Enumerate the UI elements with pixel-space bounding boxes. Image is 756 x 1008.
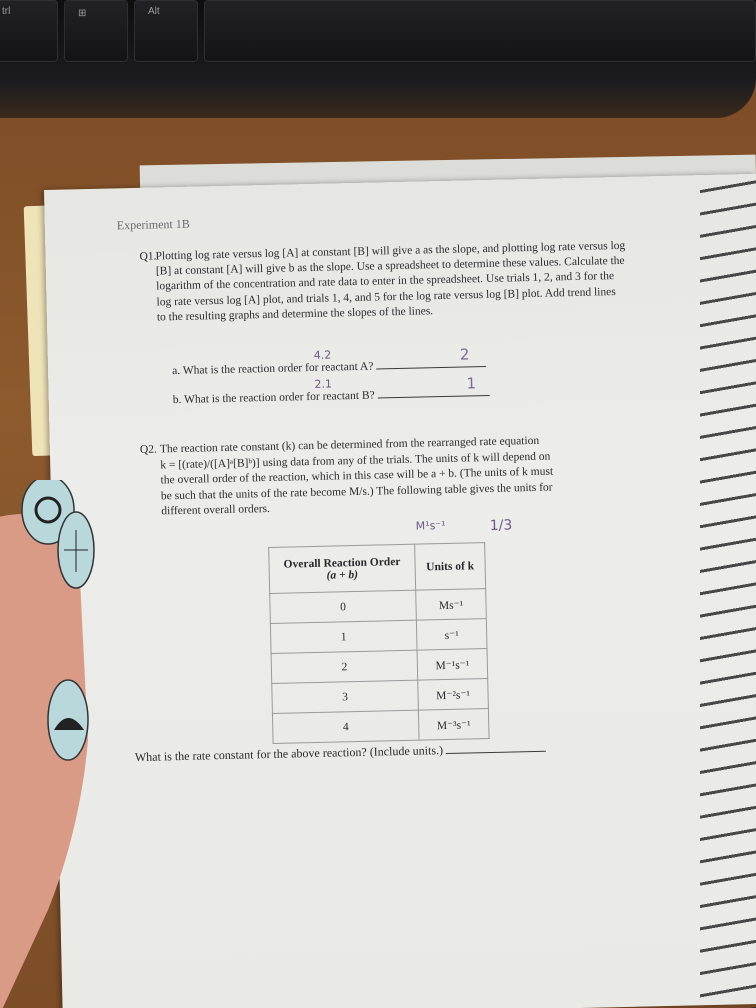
key-space: [204, 0, 756, 62]
table-header-order-sub: (a + b): [326, 568, 359, 582]
hand-with-painted-nails: [0, 480, 98, 1008]
table-cell-order: 0: [270, 590, 417, 623]
handwritten-note-b: 2.1: [314, 377, 333, 391]
table-row: [272, 679, 489, 714]
question-2: [139, 432, 642, 521]
final-question: [135, 741, 546, 765]
key-ctrl-label: trl: [2, 6, 11, 17]
spiral-binding: [700, 180, 756, 1008]
final-question-text: What is the rate constant for the above reaction? (Include units.): [134, 743, 444, 765]
windows-icon: ⊞: [78, 8, 87, 19]
table-cell-units: M⁻¹s⁻¹: [417, 649, 488, 681]
table-header-units: Units of k: [415, 543, 486, 591]
question-2-line-2: k = [(rate)/([A]ᵃ[B]ᵇ)] using data from any of the trials. The units of k will depend on: [160, 450, 551, 472]
table-cell-units: s⁻¹: [416, 619, 487, 651]
margin-note-units: M¹s⁻¹: [415, 518, 446, 533]
question-1b-blank: [378, 395, 490, 399]
table-cell-order: 3: [272, 680, 419, 713]
answer-1a: 2: [459, 345, 470, 364]
final-question-blank: [446, 751, 546, 754]
table-row: [270, 589, 487, 624]
question-1a: [172, 358, 486, 377]
key-alt-label: Alt: [148, 6, 160, 17]
table-header-row: [269, 543, 486, 594]
key-windows: [64, 0, 128, 62]
table-cell-units: M⁻³s⁻¹: [418, 709, 489, 741]
question-1a-label: a.: [172, 364, 181, 378]
question-2-number: Q2.: [139, 443, 157, 456]
question-1b: [173, 387, 490, 406]
units-table: [268, 542, 489, 744]
question-1a-blank: [376, 366, 486, 369]
question-2-line-3: the overall order of the reaction, which in this case will be a + b. (The units of k must: [160, 465, 554, 487]
question-1b-text: What is the reaction order for reactant B?: [183, 389, 375, 406]
table-row: [271, 649, 488, 684]
answer-1b: 1: [466, 374, 477, 393]
handwritten-note-a: 4.2: [313, 348, 332, 362]
lab-manual-page: [44, 174, 756, 1008]
margin-note-fraction: 1/3: [489, 517, 513, 534]
keyboard: [0, 0, 756, 118]
question-2-line-1: The reaction rate constant (k) can be determined from the rearranged rate equation: [159, 434, 540, 456]
key-alt: [134, 0, 198, 62]
table-cell-units: Ms⁻¹: [416, 589, 487, 621]
question-2-line-4: be such that the units of the rate become M/s.) The following table gives the units for: [160, 481, 553, 503]
table-cell-order: 1: [270, 620, 417, 653]
table-cell-units: M⁻²s⁻¹: [418, 679, 489, 711]
experiment-title: Experiment 1B: [116, 216, 190, 233]
table-cell-order: 2: [271, 650, 418, 683]
question-1: [139, 239, 627, 326]
table-header-order-label: Overall Reaction Order: [283, 555, 401, 571]
question-1-text: Plotting log rate versus log [A] at constant [B] will give a as the slope, and plotting log rate versus log [B] at constant [A] will give b as the slope. Use a spreadsheet to determine these values. Calculate the logarithm of the concentration and rate data to enter in the spreadsheet. Use trials 1, 2, and 3 for the log rate versus log [A] plot, and trials 1, 4, and 5 for the log rate versus log [B] plot. Add trend lines to the resulting graphs and determine the slopes of the lines.: [155, 239, 626, 324]
table-row: [272, 709, 489, 744]
question-1-number: Q1.: [139, 250, 157, 263]
table-row: [270, 619, 487, 654]
question-1b-label: b.: [172, 393, 182, 407]
question-2-line-5: different overall orders.: [161, 503, 271, 518]
table-cell-order: 4: [272, 710, 419, 743]
table-header-order: [269, 544, 416, 593]
question-1a-text: What is the reaction order for reactant A?: [182, 360, 374, 377]
